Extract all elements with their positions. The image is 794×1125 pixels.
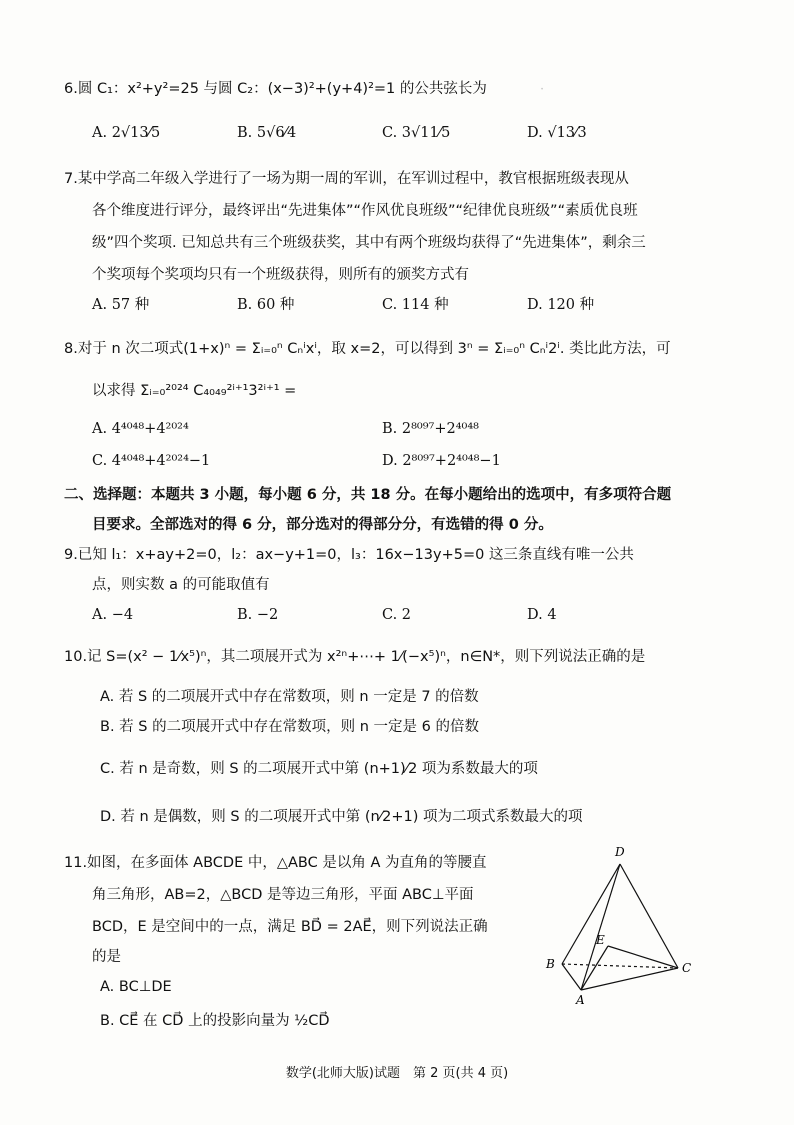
q7-option-a: A. 57 种 [92,297,150,313]
q6-option-c: C. 3√11⁄5 [382,125,451,141]
q9-stem-line-1: 9.已知 l₁：x+ay+2=0，l₂：ax−y+1=0，l₃：16x−13y+5=0 这三条直线有唯一公共 [64,547,634,563]
q11-line-1: 11.如图，在多面体 ABCDE 中，△ABC 是以角 A 为直角的等腰直 [64,855,487,871]
q11-option-b: B. CE⃗ 在 CD⃗ 上的投影向量为 ½CD⃗ [100,1013,330,1029]
q7-option-d: D. 120 种 [527,297,595,313]
page-footer: 数学(北师大版)试题 第 2 页(共 4 页) [285,1066,509,1081]
polyhedron-figure [538,842,708,1022]
edge-DA [581,864,620,990]
q10-option-d: D. 若 n 是偶数，则 S 的二项展开式中第 (n⁄2+1) 项为二项式系数最大的项 [100,809,583,825]
q11-line-2: 角三角形，AB=2，△BCD 是等边三角形，平面 ABC⊥平面 [92,887,474,903]
q9-option-b: B. −2 [237,607,279,623]
label-C: C [682,961,692,975]
q8-line-1: 8.对于 n 次二项式(1+x)ⁿ = Σᵢ₌₀ⁿ Cₙⁱxⁱ，取 x=2，可以得到 3ⁿ = Σᵢ₌₀ⁿ Cₙⁱ2ⁱ. 类比此方法，可 [64,341,671,357]
q7-line-2: 各个维度进行评分，最终评出“先进集体”“作风优良班级”“纪律优良班级”“素质优良班 [92,203,638,219]
q6-stem: 6.圆 C₁：x²+y²=25 与圆 C₂：(x−3)²+(y+4)²=1 的公共弦长为 [64,81,487,97]
edge-BC-hidden [562,964,678,968]
bleed-through-text: · [540,82,545,97]
label-D: D [615,845,625,859]
q7-option-b: B. 60 种 [237,297,295,313]
q8-option-d: D. 2⁸⁰⁹⁷+2⁴⁰⁴⁸−1 [382,453,501,469]
q10-option-a: A. 若 S 的二项展开式中存在常数项，则 n 一定是 7 的倍数 [100,689,479,705]
edge-BA [562,964,581,990]
q8-option-b: B. 2⁸⁰⁹⁷+2⁴⁰⁴⁸ [382,421,479,437]
edge-EA [581,946,608,990]
q7-line-4: 个奖项每个奖项均只有一个班级获得，则所有的颁奖方式有 [92,267,469,283]
q10-stem: 10.记 S=(x² − 1⁄x⁵)ⁿ，其二项展开式为 x²ⁿ+⋯+ 1⁄(−x⁵)ⁿ，n∈N*，则下列说法正确的是 [64,649,646,665]
q9-option-c: C. 2 [382,607,412,623]
q8-option-a: A. 4⁴⁰⁴⁸+4²⁰²⁴ [92,421,189,437]
label-A: A [576,993,585,1007]
section2-heading-line-1: 二、选择题：本题共 3 小题，每小题 6 分，共 18 分。在每小题给出的选项中，有多项符合题 [64,487,672,503]
edge-AC [581,968,678,990]
q8-option-c: C. 4⁴⁰⁴⁸+4²⁰²⁴−1 [92,453,211,469]
q11-option-a: A. BC⊥DE [100,979,172,995]
q11-line-3: BCD，E 是空间中的一点，满足 BD⃗ = 2AE⃗，则下列说法正确 [92,919,488,935]
edge-DB [562,864,620,964]
q7-line-3: 级”四个奖项. 已知总共有三个班级获奖，其中有两个班级均获得了“先进集体”，剩余三 [92,235,646,251]
label-E: E [596,933,605,947]
q7-option-c: C. 114 种 [382,297,449,313]
q10-option-c: C. 若 n 是奇数，则 S 的二项展开式中第 (n+1)⁄2 项为系数最大的项 [100,761,538,777]
q6-option-b: B. 5√6⁄4 [237,125,297,141]
label-B: B [546,957,555,971]
section2-heading-line-2: 目要求。全部选对的得 6 分，部分选对的得部分分，有选错的得 0 分。 [92,517,553,533]
q9-option-a: A. −4 [92,607,134,623]
q9-stem-line-2: 点，则实数 a 的可能取值有 [92,577,270,593]
q10-option-b: B. 若 S 的二项展开式中存在常数项，则 n 一定是 6 的倍数 [100,719,479,735]
q8-line-2: 以求得 Σᵢ₌₀²⁰²⁴ C₄₀₄₉²ⁱ⁺¹3²ⁱ⁺¹ = [92,383,297,399]
q7-line-1: 7.某中学高二年级入学进行了一场为期一周的军训，在军训过程中，教官根据班级表现从 [64,171,629,187]
q11-line-4: 的是 [92,949,121,965]
q6-option-a: A. 2√13⁄5 [92,125,161,141]
q6-option-d: D. √13⁄3 [527,125,587,141]
q9-option-d: D. 4 [527,607,557,623]
